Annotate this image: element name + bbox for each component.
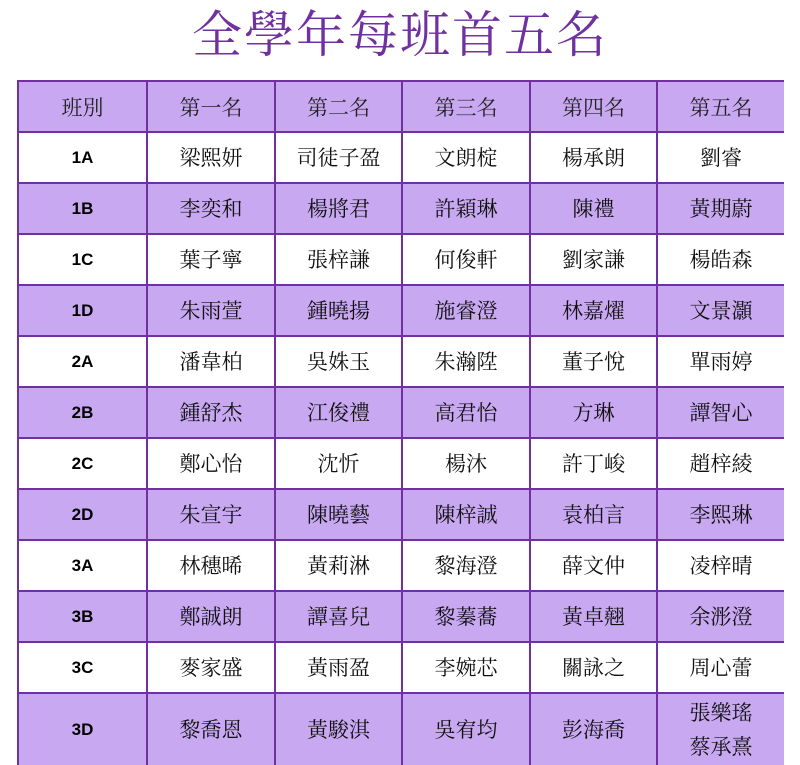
header-rank-5: 第五名 [657,81,784,132]
ranking-table-container [17,80,784,765]
student-name: 鍾舒杰 [179,400,243,425]
rank-3-cell [402,591,530,642]
rank-5-cell [657,489,784,540]
student-name: 黃駿淇 [307,718,370,742]
student-name: 陳禮 [572,196,615,221]
class-cell: 3C [18,642,147,693]
rank-5-cell [657,183,784,234]
rank-3-cell [402,132,530,183]
student-name: 張梓謙 [307,247,370,272]
rank-3-cell [402,183,530,234]
rank-3-cell [402,336,530,387]
rank-1-cell [147,591,275,642]
rank-1-cell [147,489,275,540]
student-name: 趙梓綾 [689,451,753,476]
student-name: 李熙琳 [689,502,753,527]
student-name: 鄭心怡 [179,451,243,476]
rank-4-cell [530,642,657,693]
rank-3-cell [402,642,530,693]
rank-3-cell [402,489,530,540]
rank-3-cell [402,234,530,285]
table-row [18,540,784,591]
rank-2-cell [275,234,402,285]
student-name: 楊將君 [307,196,370,221]
ranking-table [17,80,784,765]
student-name: 黎喬恩 [179,718,243,742]
rank-1-cell [147,387,275,438]
class-cell: 1B [18,183,147,234]
rank-5-cell [657,540,784,591]
header-rank-1: 第一名 [147,81,275,132]
student-name: 潘韋柏 [179,349,243,374]
table-row [18,132,784,183]
student-name: 彭海喬 [562,718,625,742]
class-cell: 2B [18,387,147,438]
student-name: 許穎琳 [434,196,498,221]
class-cell: 3D [18,693,147,765]
rank-3-cell [402,693,530,765]
rank-4-cell [530,591,657,642]
rank-3-cell [402,540,530,591]
student-name: 朱瀚陞 [434,349,498,374]
class-cell: 2C [18,438,147,489]
student-name: 陳梓誠 [434,502,498,527]
header-rank-2: 第二名 [275,81,402,132]
table-row [18,693,784,765]
student-name: 張樂瑤 [689,701,753,725]
table-row [18,438,784,489]
rank-2-cell [275,489,402,540]
class-cell: 2A [18,336,147,387]
rank-5-cell [657,336,784,387]
student-name: 凌梓晴 [689,553,753,578]
class-cell: 3A [18,540,147,591]
student-name: 黃卓翹 [562,604,625,629]
student-name: 司徒子盈 [296,145,381,170]
student-name: 黃雨盈 [307,655,370,680]
student-name: 楊皓森 [689,247,753,272]
rank-1-cell [147,540,275,591]
class-cell: 2D [18,489,147,540]
rank-3-cell [402,438,530,489]
header-rank-3: 第三名 [402,81,530,132]
rank-2-cell [275,438,402,489]
rank-4-cell [530,387,657,438]
student-name: 譚喜兒 [307,604,370,629]
table-row [18,591,784,642]
rank-2-cell [275,336,402,387]
student-name: 黃期蔚 [689,196,753,221]
rank-4-cell [530,234,657,285]
rank-5-cell [657,234,784,285]
rank-1-cell [147,234,275,285]
rank-4-cell [530,693,657,765]
rank-1-cell [147,183,275,234]
student-name: 董子悅 [562,349,625,374]
student-name: 黎海澄 [434,553,498,578]
student-name: 吳姝玉 [307,349,370,374]
student-name: 鍾曉揚 [307,298,370,323]
student-name: 方琳 [572,400,615,425]
student-name: 黎蓁蕎 [434,604,498,629]
rank-4-cell [530,285,657,336]
student-name: 陳曉藝 [307,502,370,527]
table-row [18,285,784,336]
rank-2-cell [275,693,402,765]
rank-1-cell [147,285,275,336]
rank-1-cell [147,438,275,489]
rank-5-cell [657,285,784,336]
student-name: 單雨婷 [689,349,753,374]
rank-2-cell [275,132,402,183]
student-name: 李婉芯 [434,655,498,680]
student-name: 何俊軒 [434,247,498,272]
rank-5-cell [657,438,784,489]
rank-2-cell [275,540,402,591]
rank-2-cell [275,387,402,438]
table-row [18,234,784,285]
rank-2-cell [275,642,402,693]
student-name: 楊沐 [445,451,487,476]
table-body [18,132,784,765]
rank-3-cell [402,387,530,438]
student-name: 楊承朗 [562,145,625,170]
rank-4-cell [530,540,657,591]
rank-4-cell [530,183,657,234]
student-name: 余浵澄 [689,604,753,629]
header-class: 班別 [18,81,147,132]
table-row [18,387,784,438]
student-name: 鄭誠朗 [179,604,243,629]
student-name: 麥家盛 [179,655,243,680]
student-name: 黃莉淋 [307,553,370,578]
table-header-row [18,81,784,132]
student-name: 袁柏言 [562,502,625,527]
student-name: 林嘉燿 [562,298,625,323]
class-cell: 1D [18,285,147,336]
student-name: 關詠之 [562,655,625,680]
rank-5-cell [657,387,784,438]
rank-5-cell [657,591,784,642]
student-name: 譚智心 [689,400,753,425]
student-name: 林穗晞 [179,553,243,578]
rank-3-cell [402,285,530,336]
rank-5-cell [657,642,784,693]
table-row [18,183,784,234]
student-name: 劉家謙 [562,247,625,272]
rank-4-cell [530,438,657,489]
student-name: 文朗椗 [434,145,498,170]
student-name: 蔡承熹 [689,735,753,759]
rank-5-cell [657,132,784,183]
student-name: 高君怡 [434,400,498,425]
table-row [18,489,784,540]
student-name: 李奕和 [179,196,243,221]
student-name: 朱雨萱 [179,298,243,323]
rank-4-cell [530,489,657,540]
student-name: 許丁峻 [562,451,625,476]
student-name: 劉睿 [700,145,742,170]
student-name: 周心蕾 [689,655,753,680]
rank-1-cell [147,642,275,693]
rank-1-cell [147,336,275,387]
table-row [18,336,784,387]
rank-2-cell [275,591,402,642]
class-cell: 1C [18,234,147,285]
rank-4-cell [530,132,657,183]
student-name: 吳宥均 [434,718,498,742]
rank-1-cell [147,693,275,765]
class-cell: 1A [18,132,147,183]
rank-4-cell [530,336,657,387]
page-title: 全學年每班首五名 [192,6,608,64]
student-name: 文景灝 [689,298,753,323]
student-name: 沈忻 [317,451,360,476]
student-name: 梁熙妍 [179,145,243,170]
student-name: 朱宣宇 [179,502,243,527]
header-rank-4: 第四名 [530,81,657,132]
student-name: 施睿澄 [434,298,498,323]
class-cell: 3B [18,591,147,642]
student-name: 薛文仲 [562,553,625,578]
rank-2-cell [275,183,402,234]
table-row [18,642,784,693]
student-name: 葉子寧 [179,247,243,272]
student-name: 江俊禮 [307,400,370,425]
rank-2-cell [275,285,402,336]
rank-1-cell [147,132,275,183]
rank-5-cell [657,693,784,765]
